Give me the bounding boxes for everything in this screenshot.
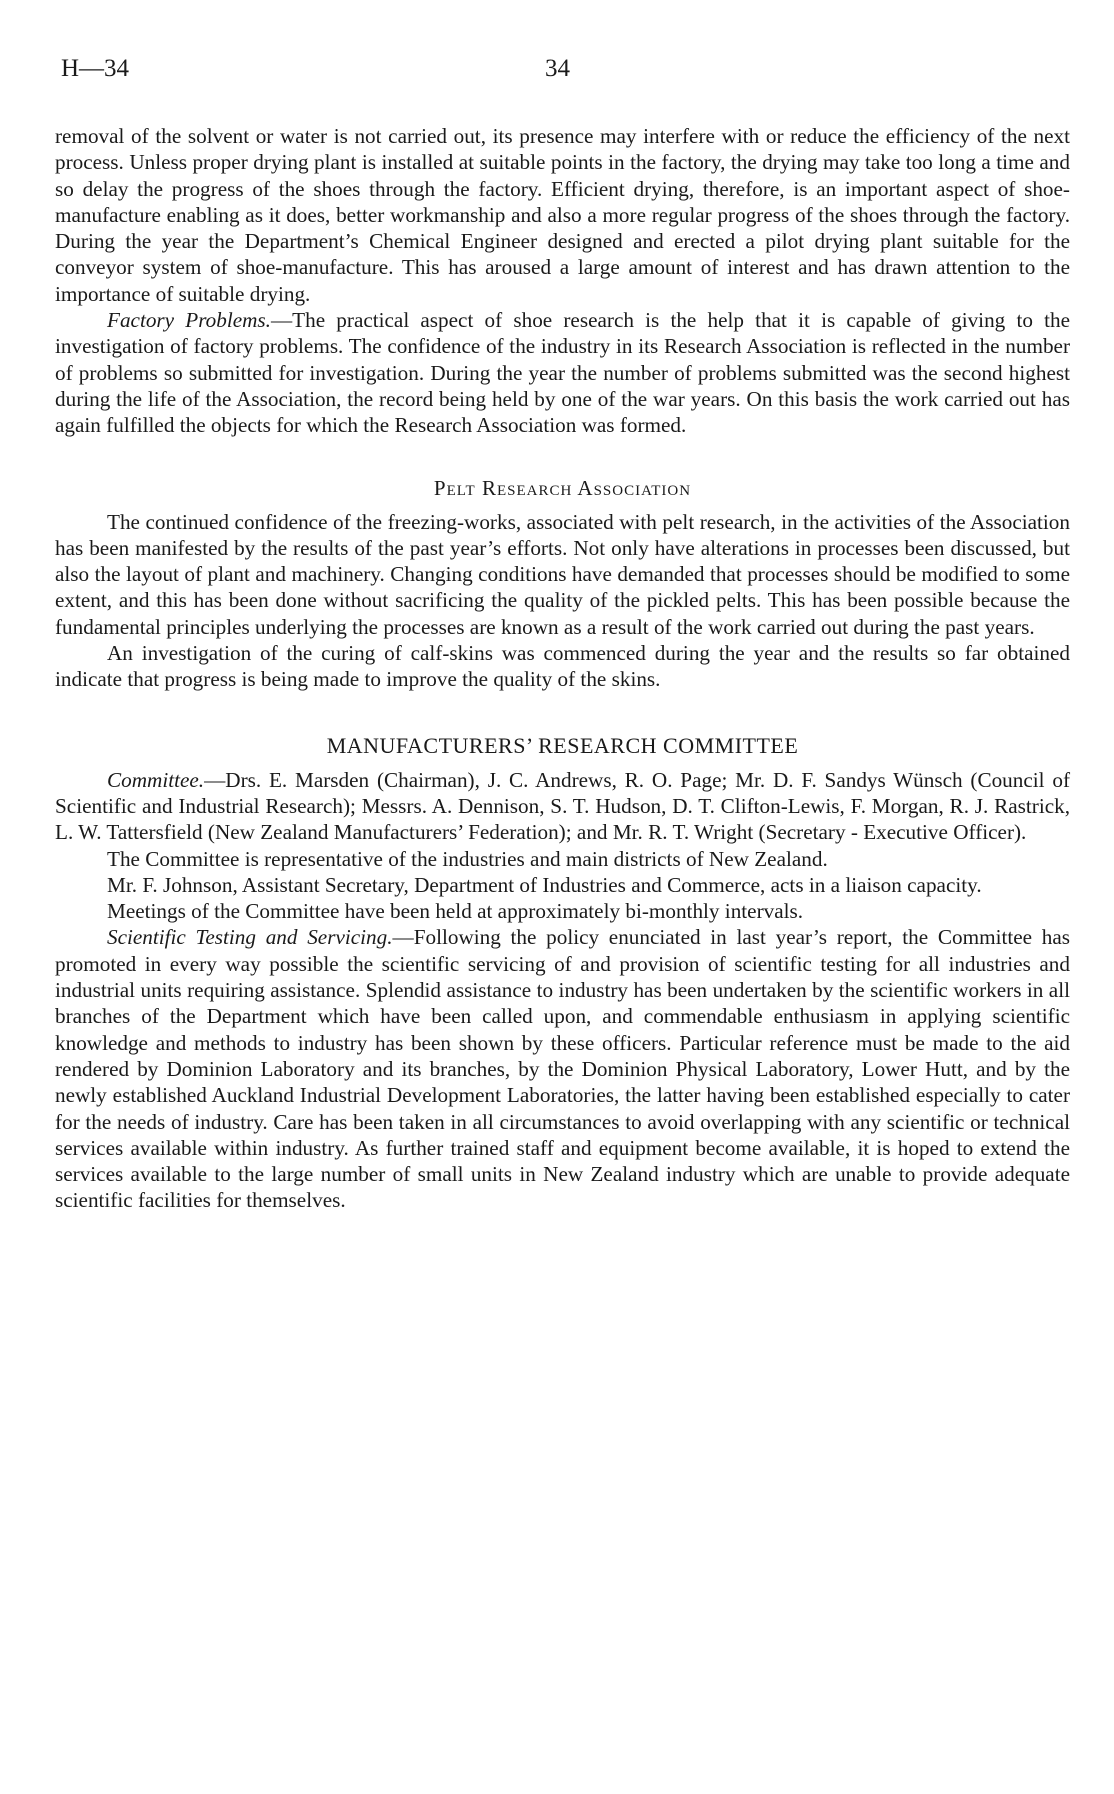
manufacturers-section-heading: MANUFACTURERS’ RESEARCH COMMITTEE xyxy=(326,732,799,758)
pelt-paragraph: The continued confidence of the freezing-works, associated with pelt research, in the activities of the Association has been manifested by the results of the past year’s efforts. Not only have alterations in processes been discussed, but also the layout of plant and machinery. Changing conditions have demanded that processes should be modified to some extent, and this has been done without sacrificing the quality of the pickled pelts. This has been possible because the fundamental principles underlying the processes are known as a result of the work carried out during the past years. xyxy=(55,509,1070,639)
document-reference: H—34 xyxy=(61,55,130,82)
committee-text: —Drs. E. Marsden (Chairman), J. C. Andrews, R. O. Page; Mr. D. F. Sandys Wünsch (Council of Scientific and Industrial Research); Messrs. A. Dennison, S. T. Hudson, D. T. Clifton-Lewis, F. Morgan, R. J. Rastrick, L. W. Tattersfield (New Zealand Manufacturers’ Federation); and Mr. R. T. Wright (Secretary - Executive Officer). xyxy=(55,767,1070,845)
committee-paragraph xyxy=(55,767,1070,846)
document-page xyxy=(55,55,1070,1214)
factory-problems-run-in: Factory Problems. xyxy=(107,308,271,333)
running-header xyxy=(55,55,1070,95)
factory-problems-paragraph xyxy=(55,307,1070,438)
pelt-section-heading: Pelt Research Association xyxy=(433,475,692,500)
page-number: 34 xyxy=(545,55,570,82)
liaison-paragraph: Mr. F. Johnson, Assistant Secretary, Department of Industries and Commerce, acts in a liaison capacity. xyxy=(107,872,982,897)
testing-text: —Following the policy enunciated in last year’s report, the Committee has promoted in every way possible the scientific servicing of and provision of scientific testing for all industries and industrial units requiring assistance. Splendid assistance to industry has been undertaken by the scientific workers in all branches of the Department which have been called upon, and commendable enthusiasm in applying scientific knowledge and methods to industry has been shown by these officers. Particular reference must be made to the aid rendered by Dominion Laboratory and its branches, by the Dominion Physical Laboratory, Lower Hutt, and by the newly established Auckland Industrial Development Laboratories, the latter having been established especially to cater for the needs of industry. Care has been taken in all circumstances to avoid overlapping with any scientific or technical services available within industry. As further trained staff and equipment become available, it is hoped to extend the services available to the large number of small units in New Zealand industry which are unable to provide adequate scientific facilities for themselves. xyxy=(55,925,1071,1213)
factory-problems-text: —The practical aspect of shoe research is the help that it is capable of giving to the investigation of factory problems. The confidence of the industry in its Research Association is reflected in the number of problems so submitted for investigation. During the year the number of problems submitted was the second highest during the life of the Association, the record being held by one of the war years. On this basis the work carried out has again fulfilled the objects for which the Research Association was formed. xyxy=(55,308,1070,438)
pelt-paragraph: An investigation of the curing of calf-skins was commenced during the year and the results so far obtained indicate that progress is being made to improve the quality of the skins. xyxy=(55,641,1070,692)
page-body xyxy=(55,123,1070,1214)
committee-run-in: Committee. xyxy=(107,767,205,792)
representative-paragraph: The Committee is representative of the industries and main districts of New Zealand. xyxy=(107,846,828,871)
continuation-paragraph: removal of the solvent or water is not carried out, its presence may interfere with or reduce the efficiency of the next process. Unless proper drying plant is installed at suitable points in the factory, the drying may take too long a time and so delay the progress of the shoes through the factory. Efficient drying, therefore, is an important aspect of shoe-manufacture enabling as it does, better workmanship and also a more regular progress of the shoes through the factory. During the year the Department’s Chemical Engineer designed and erected a pilot drying plant suitable for the conveyor system of shoe-manufacture. This has aroused a large amount of interest and has drawn attention to the importance of suitable drying. xyxy=(55,124,1070,306)
meetings-paragraph: Meetings of the Committee have been held at approximately bi-monthly intervals. xyxy=(107,899,804,924)
testing-run-in: Scientific Testing and Servicing. xyxy=(107,925,393,950)
testing-paragraph xyxy=(55,924,1070,1213)
